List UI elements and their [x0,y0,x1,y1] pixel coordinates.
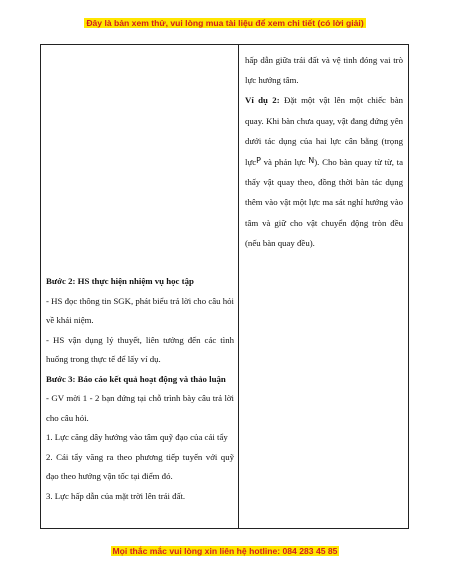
step2-item-apply: - HS vận dụng lý thuyết, liên tưởng đến các tình huống trong thực tế để lấy ví dụ. [46,334,234,364]
answer-1: 1. Lực căng dây hướng vào tâm quỹ đạo của cái tẩy [46,432,228,442]
column-divider [238,45,239,528]
preview-banner-text: Đây là bản xem thử, vui lòng mua tài liệu để xem chi tiết (có lời giải) [86,18,364,28]
normal-force-symbol: N [308,156,315,166]
example2-paragraph: Ví dụ 2: Đặt một vật lên một chiếc bàn quay. Khi bàn chưa quay, vật đang đứng yên dưới tác dụng của hai lực cân bằng (trọng lựcP và phản lực N). Cho bàn quay từ từ, ta thấy vật quay theo, đồng thời bàn tác dụng thêm vào vật một lực ma sát nghỉ hướng vào tâm và giữ cho vật chuyển động tròn đều (nếu bàn quay đều). [245,95,404,248]
step2-title: Bước 2: HS thực hiện nhiệm vụ học tập [46,276,194,286]
hotline-banner [0,545,450,557]
step2-item-read: - HS đọc thông tin SGK, phát biểu trả lời cho câu hỏi về khái niệm. [46,295,234,325]
step3-item-invite: - GV mời 1 - 2 bạn đứng tại chỗ trình bày câu trả lời cho câu hỏi. [46,393,234,423]
left-column [46,272,234,506]
hotline-banner-text: Mọi thắc mắc vui lòng xin liên hệ hotline: 084 283 45 85 [112,546,338,556]
content-table [40,44,409,529]
example2-label: Ví dụ 2: [245,95,280,106]
weight-symbol: P [256,156,261,166]
answer-3: 3. Lực hấp dẫn của mặt trời lên trái đất. [46,490,186,501]
answer-2: 2. Cái tẩy văng ra theo phương tiếp tuyến với quỹ đạo theo hướng vận tốc tại điểm đó. [46,451,234,481]
example1-continuation: hấp dẫn giữa trái đất và vệ tinh đóng vai trò lực hướng tâm. [245,55,403,86]
step3-title: Bước 3: Báo cáo kết quả hoạt động và thảo luận [46,373,226,384]
right-column [245,50,403,253]
preview-banner [0,17,450,29]
